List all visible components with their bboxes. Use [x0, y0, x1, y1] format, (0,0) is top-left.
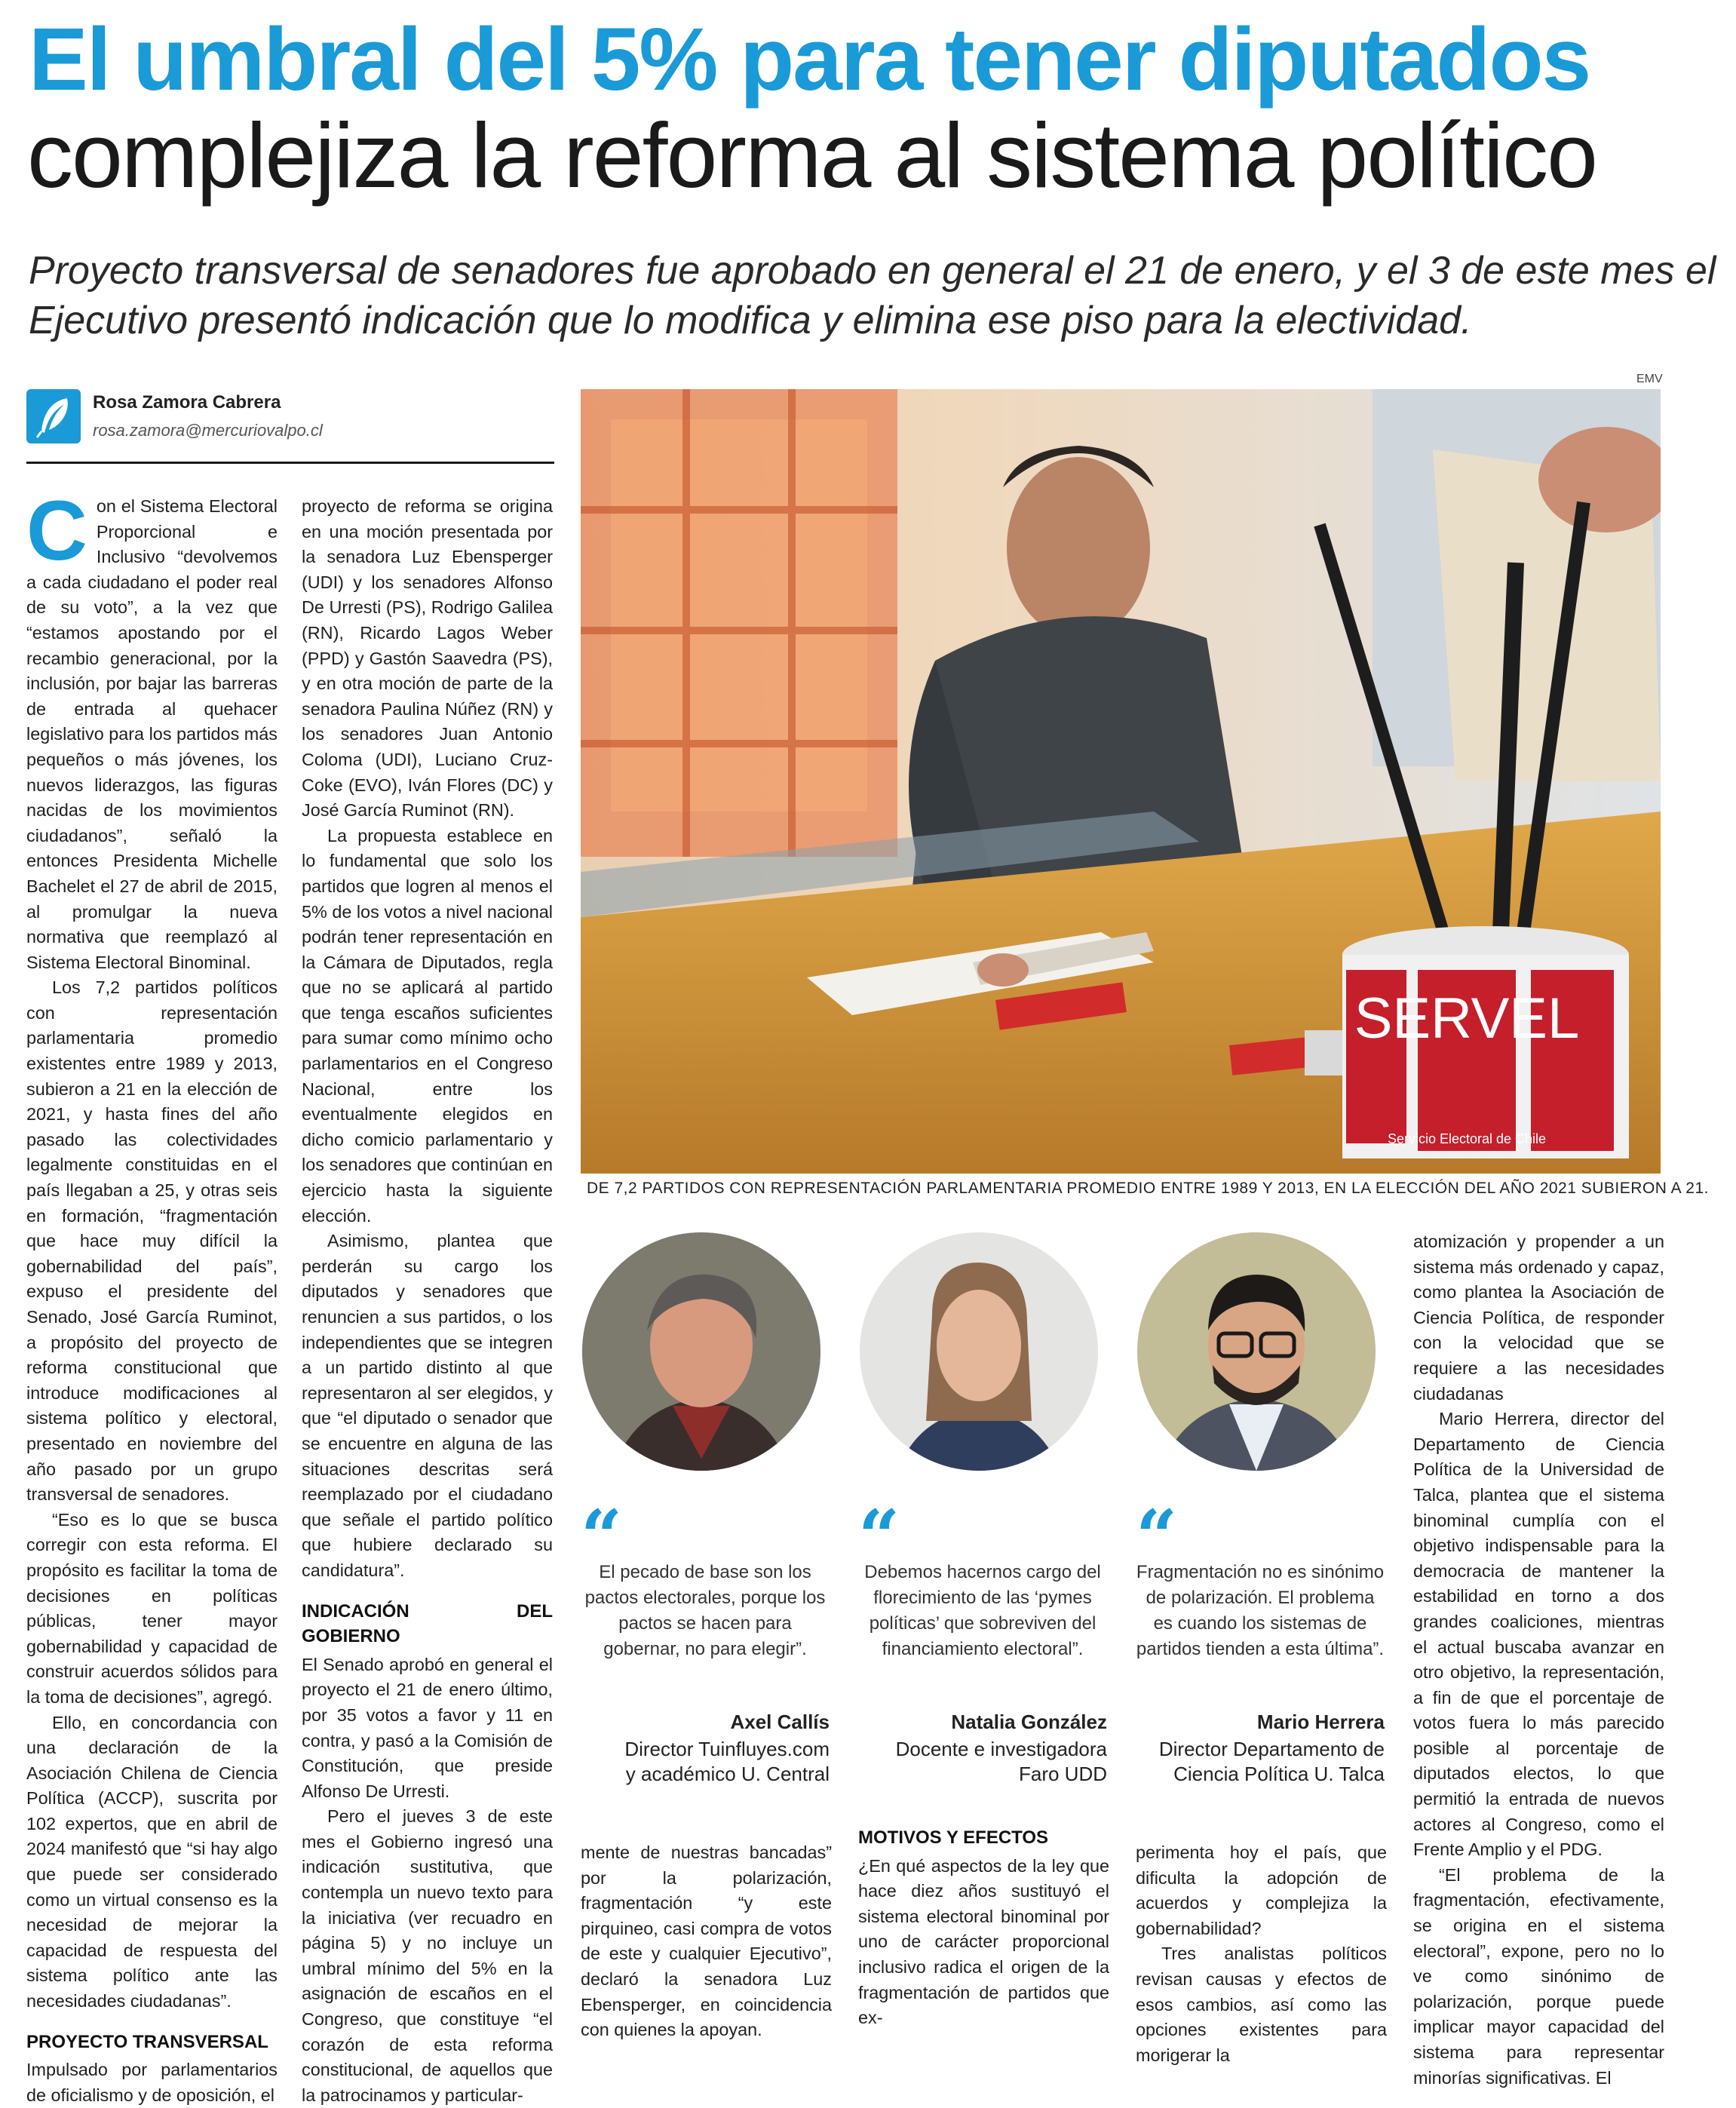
quote-author-role [858, 1737, 1107, 1787]
quote-text: Fragmentación no es sinónimo de polarización. El problema es cuando los sistemas de partidos tienden a esta última”. [1136, 1562, 1385, 1659]
quote-mark-icon: “ [858, 1494, 900, 1579]
byline-divider [26, 462, 554, 464]
quote-mark-icon: “ [581, 1494, 623, 1579]
deck-subtitle: Proyecto transversal de senadores fue aprobado en general el 21 de enero, y el 3 de este mes el Ejecutivo presentó indicación que lo modifica y elimina ese piso para la electividad. [29, 249, 1716, 343]
quote-author-name: Mario Herrera [1256, 1711, 1385, 1733]
quote-author-name: Axel Callís [730, 1711, 830, 1733]
quote-author-role [1136, 1737, 1385, 1787]
role-line: Faro UDD [1018, 1763, 1107, 1785]
role-line: y académico U. Central [625, 1763, 830, 1785]
role-line: Director Tuinfluyes.com [624, 1738, 830, 1760]
article-column-3 [581, 1840, 832, 2043]
voting-scene-illustration [581, 389, 1661, 1174]
headline-line2: complejiza la reforma al sistema político [27, 104, 1596, 207]
paragraph: Tres analistas políticos revisan causas y efectos de esos cambios, así como las opciones existentes para morigerar la [1136, 1944, 1387, 2065]
cup-sublabel: Servicio Electoral de Chile [1387, 1131, 1547, 1146]
quote-author-name: Natalia González [951, 1711, 1107, 1733]
quote-author-role [581, 1737, 830, 1787]
section-heading: INDICACIÓN DEL GOBIERNO [302, 1600, 553, 1647]
paragraph: El Senado aprobó en general el proyecto el 21 de enero último, por 35 votos a favor y 11 en contra, y pasó a la Comisión de Constitución, que preside Alfonso De Urresti. [302, 1654, 553, 1801]
paragraph: Mario Herrera, director del Departamento de Ciencia Política de la Universidad de Talca, plantea que el sistema binominal cumplía con el objetivo indispensable para la democracia de mantener la estabilidad en torno a dos grandes coaliciones, mientras el actual buscaba avanzar en otro objetivo, la representación, a fin de que el porcentaje de votos fuera lo más parecido posible al porcentaje de diputados electos, lo que permitió la entrada de nuevos actores al Congreso, como el Frente Amplio y el PDG. [1413, 1409, 1664, 1860]
quote-mark-icon: “ [1136, 1494, 1178, 1579]
paragraph: proyecto de reforma se origina en una moción presentada por la senadora Luz Ebensperger (UDI) y los senadores Alfonso De Urresti (PS), Rodrigo Galilea (RN), Ricardo Lagos Weber (PPD) y Gastón Saavedra (PS), y en otra moción de parte de la senadora Paulina Núñez (RN) y los senadores Juan Antonio Coloma (UDI), Luciano Cruz-Coke (EVO), Iván Flores (DC) y José García Ruminot (RN). [302, 496, 553, 821]
section-heading: PROYECTO TRANSVERSAL [26, 2031, 268, 2052]
article-column-2 [302, 494, 553, 2108]
quote-text: El pecado de base son los pactos electorales, porque los pactos se hacen para gobernar, no para elegir”. [584, 1562, 826, 1659]
portrait-natalia-gonzalez [860, 1232, 1098, 1471]
portrait-mario-herrera [1137, 1232, 1376, 1471]
paragraph: Impulsado por parlamentarios de oficialismo y de oposición, el [26, 2060, 278, 2105]
article-column-5 [1136, 1840, 1387, 2068]
section-heading: MOTIVOS Y EFECTOS [858, 1827, 1049, 1848]
paragraph: Los 7,2 partidos políticos con representación parlamentaria promedio existentes entre 1989 y 2013, subieron a 21 en la elección de 2021, y hasta fines del año pasado las colectividades legalmente constituidas en el país llegaban a 25, y otras seis en formación, “fragmentación que hace muy difícil la gobernabilidad del país”, expuso el presidente del Senado, José García Ruminot, a propósito del proyecto de reforma constitucional que introduce modificaciones al sistema político y electoral, presentado en noviembre del año pasado por un grupo transversal de senadores. [26, 977, 278, 1505]
paragraph: Ello, en concordancia con una declaración de la Asociación Chilena de Ciencia Política (ACCP), suscrita por 102 expertos, que en abril de 2024 manifestó que “si hay algo que puede ser considerado como un virtual consenso es la necesidad de mejorar la capacidad de respuesta del sistema político ante las necesidades ciudadanas”. [26, 1712, 278, 2011]
paragraph: ¿En qué aspectos de la ley que hace diez años sustituyó el sistema electoral binominal por uno de carácter proporcional inclusivo radica el origen de la fragmentación de partidos que ex- [858, 1855, 1109, 2028]
photo-credit: EMV [1636, 373, 1663, 385]
author-name: Rosa Zamora Cabrera [93, 392, 281, 413]
headline-line1: El umbral del 5% para tener diputados [29, 10, 1590, 109]
feather-icon [26, 389, 81, 443]
paragraph: “El problema de la fragmentación, efectivamente, se origina en el sistema electoral”, expone, pero no lo ve como sinónimo de polarización, porque puede implicar mayor capacidad del sistema para representar minorías significativas. El [1413, 1864, 1664, 2088]
portrait-axel-callis [582, 1232, 820, 1471]
role-line: Docente e investigadora [895, 1738, 1107, 1760]
main-photo [581, 389, 1661, 1174]
role-line: Director Departamento de [1158, 1738, 1385, 1760]
cup-label: SERVEL [1354, 986, 1580, 1051]
paragraph: mente de nuestras bancadas” por la polarización, fragmentación “y este pirquineo, casi compra de votos de este y cualquier Ejecutivo”, declaró la senadora Luz Ebensperger, en coincidencia con quienes la apoyan. [581, 1843, 832, 2040]
role-line: Ciencia Política U. Talca [1173, 1763, 1385, 1785]
paragraph: Pero el jueves 3 de este mes el Gobierno ingresó una indicación sustitutiva, que contempla un nuevo texto para la iniciativa (ver recuadro en página 5) y no incluye un umbral mínimo del 5% en la asignación de escaños en el Congreso, que constituye “el corazón de esta reforma constitucional, de aquellos que la patrocinamos y particular- [302, 1806, 553, 2105]
article-column-1 [26, 483, 278, 2108]
paragraph: La propuesta establece en lo fundamental que solo los partidos que logren al menos el 5% de los votos a nivel nacional podrán tener representación en la Cámara de Diputados, regla que no se aplicará al partido que tenga escaños suficientes para sumar como mínimo ocho parlamentarios en el Congreso Nacional, entre los eventualmente elegidos en dicho comicio parlamentario y los senadores que continúan en ejercicio hasta la siguiente elección. [302, 825, 553, 1226]
paragraph: perimenta hoy el país, que dificulta la adopción de acuerdos y complejiza la gobernabilidad? [1136, 1843, 1387, 1938]
photo-caption: DE 7,2 PARTIDOS CON REPRESENTACIÓN PARLAMENTARIA PROMEDIO ENTRE 1989 Y 2013, EN LA ELECCIÓN DEL AÑO 2021 SUBIERON A 21. [587, 1180, 1709, 1197]
drop-cap: C [26, 483, 87, 578]
quote-text: Debemos hacernos cargo del florecimiento de las ‘pymes políticas’ que sobreviven del financiamiento electoral”. [864, 1562, 1101, 1659]
author-email[interactable]: rosa.zamora@mercuriovalpo.cl [93, 421, 323, 440]
paragraph: “Eso es lo que se busca corregir con esta reforma. El propósito es facilitar la toma de decisiones en políticas públicas, tener mayor gobernabilidad y capacidad de construir acuerdos sólidos para la toma de decisiones”, agregó. [26, 1509, 278, 1707]
article-column-6 [1413, 1229, 1664, 2091]
paragraph: atomización y propender a un sistema más ordenado y capaz, como plantea la Asociación de Ciencia Política, de responder con la velocidad que se requiere a las necesidades ciudadanas [1413, 1232, 1664, 1404]
paragraph: Asimismo, plantea que perderán su cargo los diputados y senadores que renuncien a sus partidos, o los independientes que se integren a un partido distinto al que representaron al ser elegidos, y que “el diputado o senador que se encuentre en alguna de las situaciones descritas será reemplazado por el ciudadano que señale el partido político que hubiere declarado su candidatura”. [302, 1231, 553, 1580]
paragraph: on el Sistema Electoral Proporcional e Inclusivo “devolvemos a cada ciudadano el poder real de su voto”, a la vez que “estamos apostando por el recambio generacional, por la inclusión, por bajar las barreras de entrada al quehacer legislativo para los partidos más pequeños o más jóvenes, los nuevos liderazgos, las figuras nacidas de los movimientos ciudadanos”, señaló la entonces Presidenta Michelle Bachelet el 27 de abril de 2015, al promulgar la nueva normativa que reemplazó al Sistema Electoral Binominal. [26, 496, 278, 972]
article-column-4 [858, 1825, 1109, 2031]
